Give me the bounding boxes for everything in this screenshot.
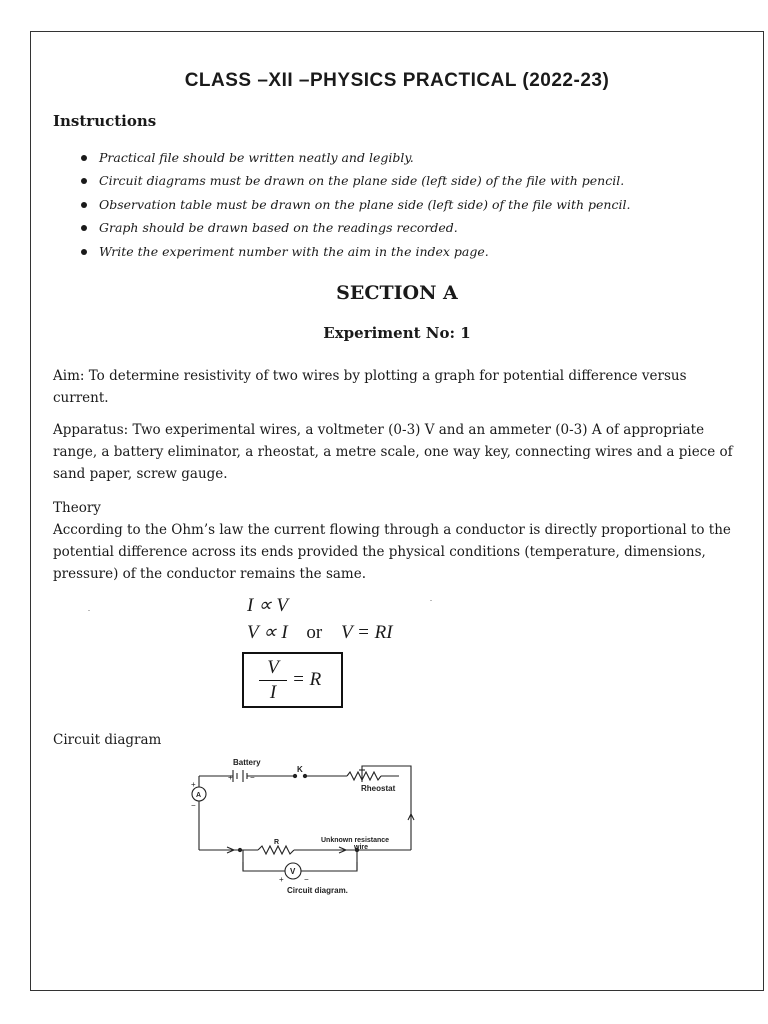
ammeter-minus: − (191, 801, 196, 810)
fraction: $\frac{V}{I}$ (259, 656, 287, 705)
apparatus-paragraph: Apparatus: Two experimental wires, a voltmeter (0-3) V and an ammeter (0-3) A of appropriate range, a battery eliminator, a rheostat, a metre scale, one way key, connecting wires and a piece of sand paper, screw gauge. (53, 422, 733, 482)
voltmeter-minus: − (304, 875, 309, 884)
bullet-icon (81, 225, 87, 231)
bullet-icon (81, 202, 87, 208)
voltmeter-plus: + (279, 875, 284, 884)
theory-paragraph: According to the Ohm’s law the current flowing through a conductor is directly proportional to the potential difference across its ends provided the physical conditions (temperature, dimensions, pressure) of the conductor remains the same. (53, 522, 731, 582)
bullet-icon (81, 178, 87, 184)
ammeter-label: A (196, 792, 202, 799)
bullet-icon (81, 249, 87, 255)
instruction-item: Write the experiment number with the aim in the index page. (83, 243, 630, 266)
unknown-resistance-label: Unknown resistance (321, 837, 390, 844)
theory-heading: Theory (53, 500, 101, 516)
instruction-item: Graph should be drawn based on the readings recorded. (83, 219, 630, 242)
resistor-icon (258, 846, 294, 854)
circuit-diagram (179, 750, 441, 870)
resistor-label: R (274, 839, 280, 846)
ammeter-plus: + (191, 780, 196, 789)
circuit-caption: Circuit diagram. (287, 886, 348, 895)
key-icon (293, 774, 306, 777)
wire-label: wire (354, 844, 369, 851)
resistance-formula-box (242, 652, 343, 708)
wire (243, 862, 285, 871)
document-title: CLASS –XII –PHYSICS PRACTICAL (2022-23) (184, 70, 610, 91)
instructions-heading: Instructions (53, 112, 157, 130)
formula-proportional: I ∝ V (247, 595, 289, 616)
battery-minus: − (250, 773, 255, 782)
scan-speck (430, 600, 432, 601)
wire (301, 862, 357, 871)
section-title: SECTION A (336, 282, 458, 304)
instruction-item: Practical file should be written neatly and legibly. (83, 149, 630, 172)
formula-ohms-law: V ∝ I or V = RI (247, 622, 393, 643)
document-page (30, 31, 764, 991)
junction (238, 848, 241, 851)
circuit-voltmeter-part (179, 862, 441, 907)
instruction-item: Observation table must be drawn on the plane side (left side) of the file with pencil. (83, 196, 630, 219)
equals-r: = R (292, 669, 322, 690)
scan-speck (88, 610, 90, 611)
battery-icon (233, 770, 247, 782)
battery-plus: + (228, 773, 233, 782)
bullet-icon (81, 155, 87, 161)
experiment-title: Experiment No: 1 (323, 324, 471, 342)
rheostat-label: Rheostat (361, 784, 396, 793)
rheostat-icon (347, 772, 381, 780)
voltmeter-label: V (290, 867, 296, 876)
key-label: K (297, 765, 303, 774)
circuit-heading: Circuit diagram (53, 732, 162, 748)
instruction-item: Circuit diagrams must be drawn on the plane side (left side) of the file with pencil. (83, 172, 630, 195)
aim-paragraph: Aim: To determine resistivity of two wires by plotting a graph for potential difference versus current. (53, 368, 687, 406)
battery-label: Battery (233, 758, 261, 767)
instructions-list (83, 149, 630, 266)
